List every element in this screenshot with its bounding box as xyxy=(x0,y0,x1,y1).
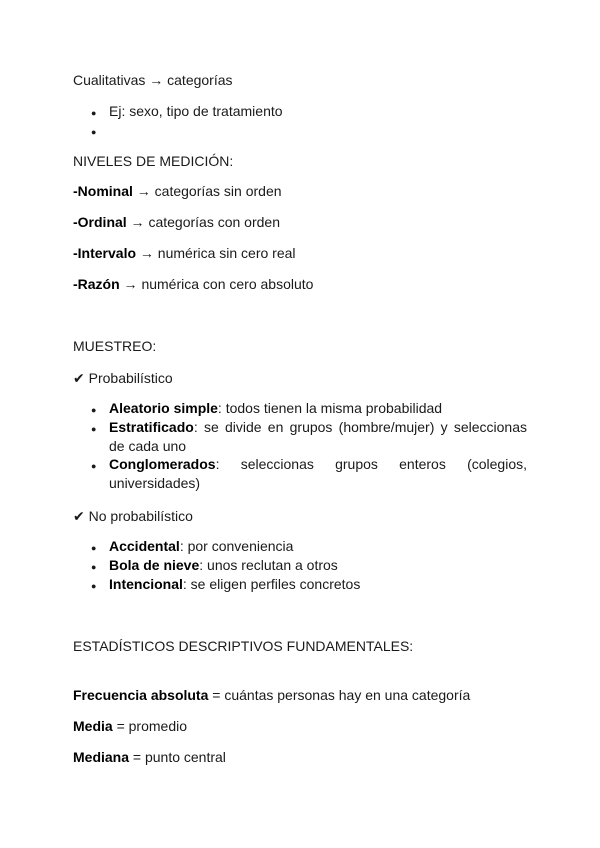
description: : se divide en grupos (hombre/mujer) y seleccionas de cada uno xyxy=(109,419,527,454)
description: → categorías sin orden xyxy=(132,183,282,199)
term: Estratificado xyxy=(109,419,194,435)
bullet-icon xyxy=(91,418,99,440)
no-probabilistico-label xyxy=(73,506,193,526)
description: : seleccionas grupos enteros (colegios, universidades) xyxy=(109,456,527,491)
section-heading-niveles: NIVELES DE MEDICIÓN: xyxy=(73,153,234,169)
checkmark-icon: ✔ xyxy=(73,508,85,524)
term: Aleatorio simple xyxy=(109,400,218,416)
nivel-razon xyxy=(73,274,313,294)
description: : se eligen perfiles concretos xyxy=(182,576,361,592)
label-text: Probabilístico xyxy=(88,370,173,386)
section-heading-estadisticos: ESTADÍSTICOS DESCRIPTIVOS FUNDAMENTALES: xyxy=(73,638,414,654)
label-text: No probabilístico xyxy=(88,508,193,524)
description: = promedio xyxy=(112,718,188,734)
term: Mediana xyxy=(73,749,130,765)
description: → categorías con orden xyxy=(126,214,280,230)
term: Media xyxy=(73,718,113,734)
description: : todos tienen la misma probabilidad xyxy=(217,400,443,416)
list-item xyxy=(109,399,527,418)
bullet-icon xyxy=(91,121,99,143)
section-heading-muestreo: MUESTREO: xyxy=(73,338,157,354)
probabilistico-label xyxy=(73,368,173,388)
list-item: Ej: sexo, tipo de tratamiento xyxy=(109,103,283,119)
term: -Ordinal xyxy=(73,214,127,230)
term: Bola de nieve xyxy=(109,557,200,573)
list-item xyxy=(109,418,527,456)
list-item xyxy=(109,556,527,575)
term: Frecuencia absoluta xyxy=(73,687,209,703)
term: -Nominal xyxy=(73,183,133,199)
estadistico-media xyxy=(73,716,187,736)
term: Intencional xyxy=(109,576,183,592)
bullet-icon xyxy=(91,575,99,597)
nivel-intervalo xyxy=(73,243,296,263)
description: → numérica con cero absoluto xyxy=(119,276,314,292)
nivel-ordinal xyxy=(73,212,280,232)
list-item xyxy=(109,575,527,594)
estadistico-frecuencia xyxy=(73,685,470,705)
estadistico-mediana xyxy=(73,747,226,767)
term: Conglomerados xyxy=(109,456,216,472)
list-item xyxy=(109,455,527,493)
description: = cuántas personas hay en una categoría xyxy=(208,687,471,703)
description: : unos reclutan a otros xyxy=(199,557,338,573)
term: Accidental xyxy=(109,538,180,554)
term: -Razón xyxy=(73,276,120,292)
list-item xyxy=(109,537,527,556)
description: = punto central xyxy=(129,749,226,765)
bullet-icon xyxy=(91,455,99,477)
checkmark-icon: ✔ xyxy=(73,370,85,386)
nivel-nominal xyxy=(73,181,282,201)
description: : por conveniencia xyxy=(179,538,294,554)
cualitativas-line: Cualitativas → categorías xyxy=(73,72,233,88)
description: → numérica sin cero real xyxy=(136,245,296,261)
term: -Intervalo xyxy=(73,245,137,261)
